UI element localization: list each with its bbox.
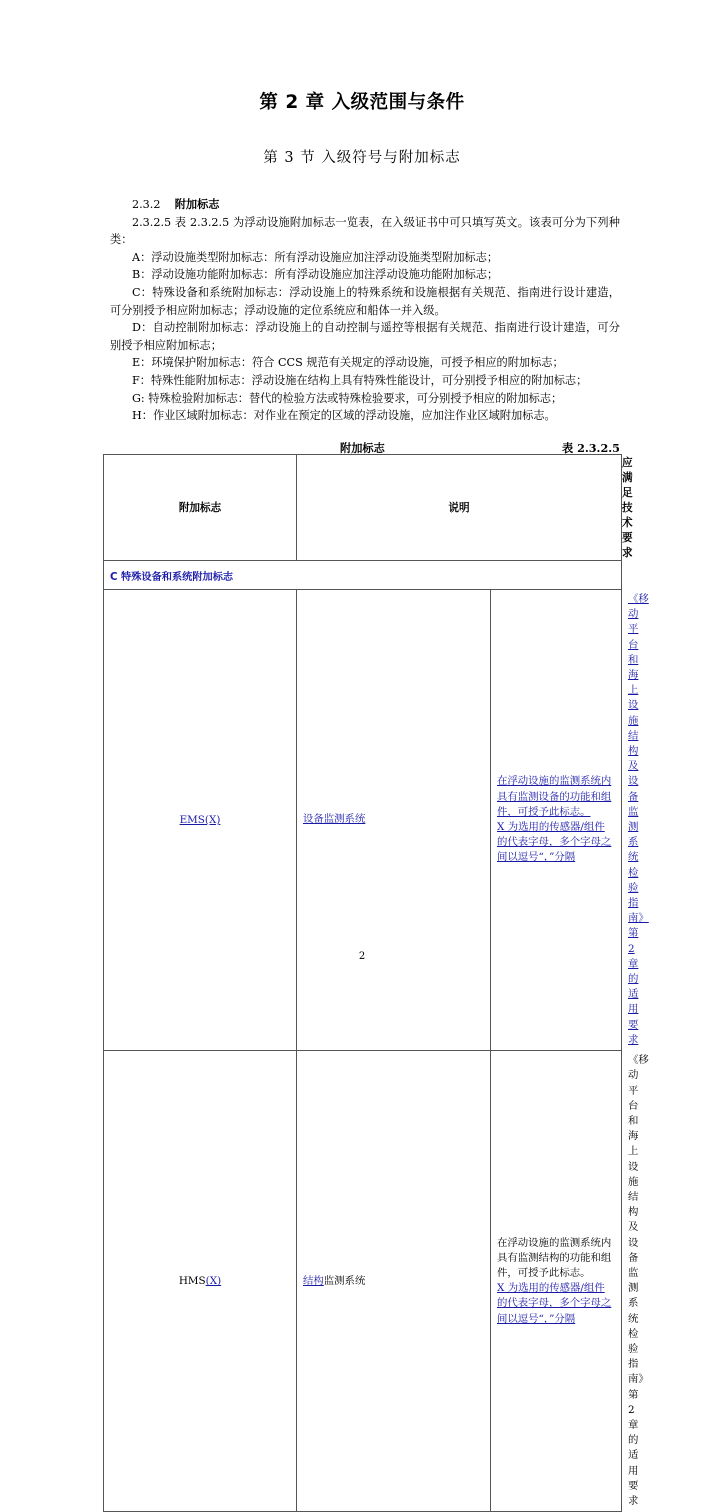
intro-paragraph: 2.3.2.5 表 2.3.2.5 为浮动设施附加标志一览表，在入级证书中可只填写英文。该表可分为下列种类： xyxy=(110,215,620,247)
description-x: X 为选用的传感器/组件的代表字母，多个字母之间以逗号“，”分隔 xyxy=(497,821,612,864)
mark-suffix[interactable]: (X) xyxy=(205,1275,222,1288)
subsection-number: 2.3.2 xyxy=(132,198,161,211)
column-header: 说明 xyxy=(297,455,622,561)
description-main: 在浮动设施的监测系统内具有监测结构的功能和组件，可授予此标志。 xyxy=(497,1236,612,1279)
section-title: 第 3 节 入级符号与附加标志 xyxy=(263,150,461,166)
table-caption: 附加标志 xyxy=(340,441,385,455)
table-row xyxy=(104,590,622,1051)
subsection-heading xyxy=(110,196,620,214)
function-suffix: 监测系统 xyxy=(323,1274,366,1287)
function-cell: 设备监测系统 xyxy=(303,813,366,826)
section-label: C 特殊设备和系统附加标志 xyxy=(110,571,234,583)
list-item: D：自动控制附加标志：浮动设施上的自动控制与遥控等根据有关规范、指南进行设计建造，可分别授予相应附加标志； xyxy=(110,321,620,352)
marks-table xyxy=(103,454,649,1512)
mark-link[interactable]: EMS(X) xyxy=(179,814,221,827)
function-prefix: 结构 xyxy=(303,1274,324,1287)
table-section-row xyxy=(104,561,622,590)
mark-prefix: HMS xyxy=(178,1275,206,1288)
column-header: 附加标志 xyxy=(104,455,297,561)
list-item: E：环境保护附加标志：符合 CCS 规范有关规定的浮动设施，可授予相应的附加标志； xyxy=(132,356,564,370)
requirement-cell[interactable]: 《移动平台和海上设施结构及设备监测系统检验指南》第 2 章的适用要求 xyxy=(628,593,649,1046)
table-row xyxy=(104,1051,622,1512)
table-number: 表 2.3.2.5 xyxy=(562,441,620,455)
list-item: B：浮动设施功能附加标志：所有浮动设施应加注浮动设施功能附加标志； xyxy=(132,268,499,282)
table-header-row: 附加标志 说明 应满足技术要求 xyxy=(104,455,622,561)
description-x: X 为选用的传感器/组件的代表字母，多个字母之间以逗号“，”分隔 xyxy=(497,1282,612,1325)
description-main: 在浮动设施的监测系统内具有监测设备的功能和组件，可授予此标志。 xyxy=(497,775,612,818)
list-item: G: 特殊检验附加标志：替代的检验方法或特殊检验要求，可分别授予相应的附加标志； xyxy=(132,391,563,405)
list-item: H：作业区域附加标志：对作业在预定的区域的浮动设施，应加注作业区域附加标志。 xyxy=(132,409,556,423)
subsection-title: 附加标志 xyxy=(174,197,220,211)
list-item: C：特殊设备和系统附加标志：浮动设施上的特殊系统和设施根据有关规范、指南进行设计建造，可分别授予相应附加标志；浮动设施的定位系统应和船体一并入级。 xyxy=(110,285,620,317)
requirement-cell: 《移动平台和海上设施结构及设备监测系统检验指南》第 2 章的适用要求 xyxy=(628,1054,649,1507)
page-number: 2 xyxy=(358,951,366,962)
body-text xyxy=(110,196,620,425)
list-item: A：浮动设施类型附加标志：所有浮动设施应加注浮动设施类型附加标志； xyxy=(132,250,499,264)
list-item: F：特殊性能附加标志：浮动设施在结构上具有特殊性能设计，可分别授予相应的附加标志； xyxy=(132,373,588,387)
chapter-title: 第 2 章 入级范围与条件 xyxy=(259,92,465,113)
